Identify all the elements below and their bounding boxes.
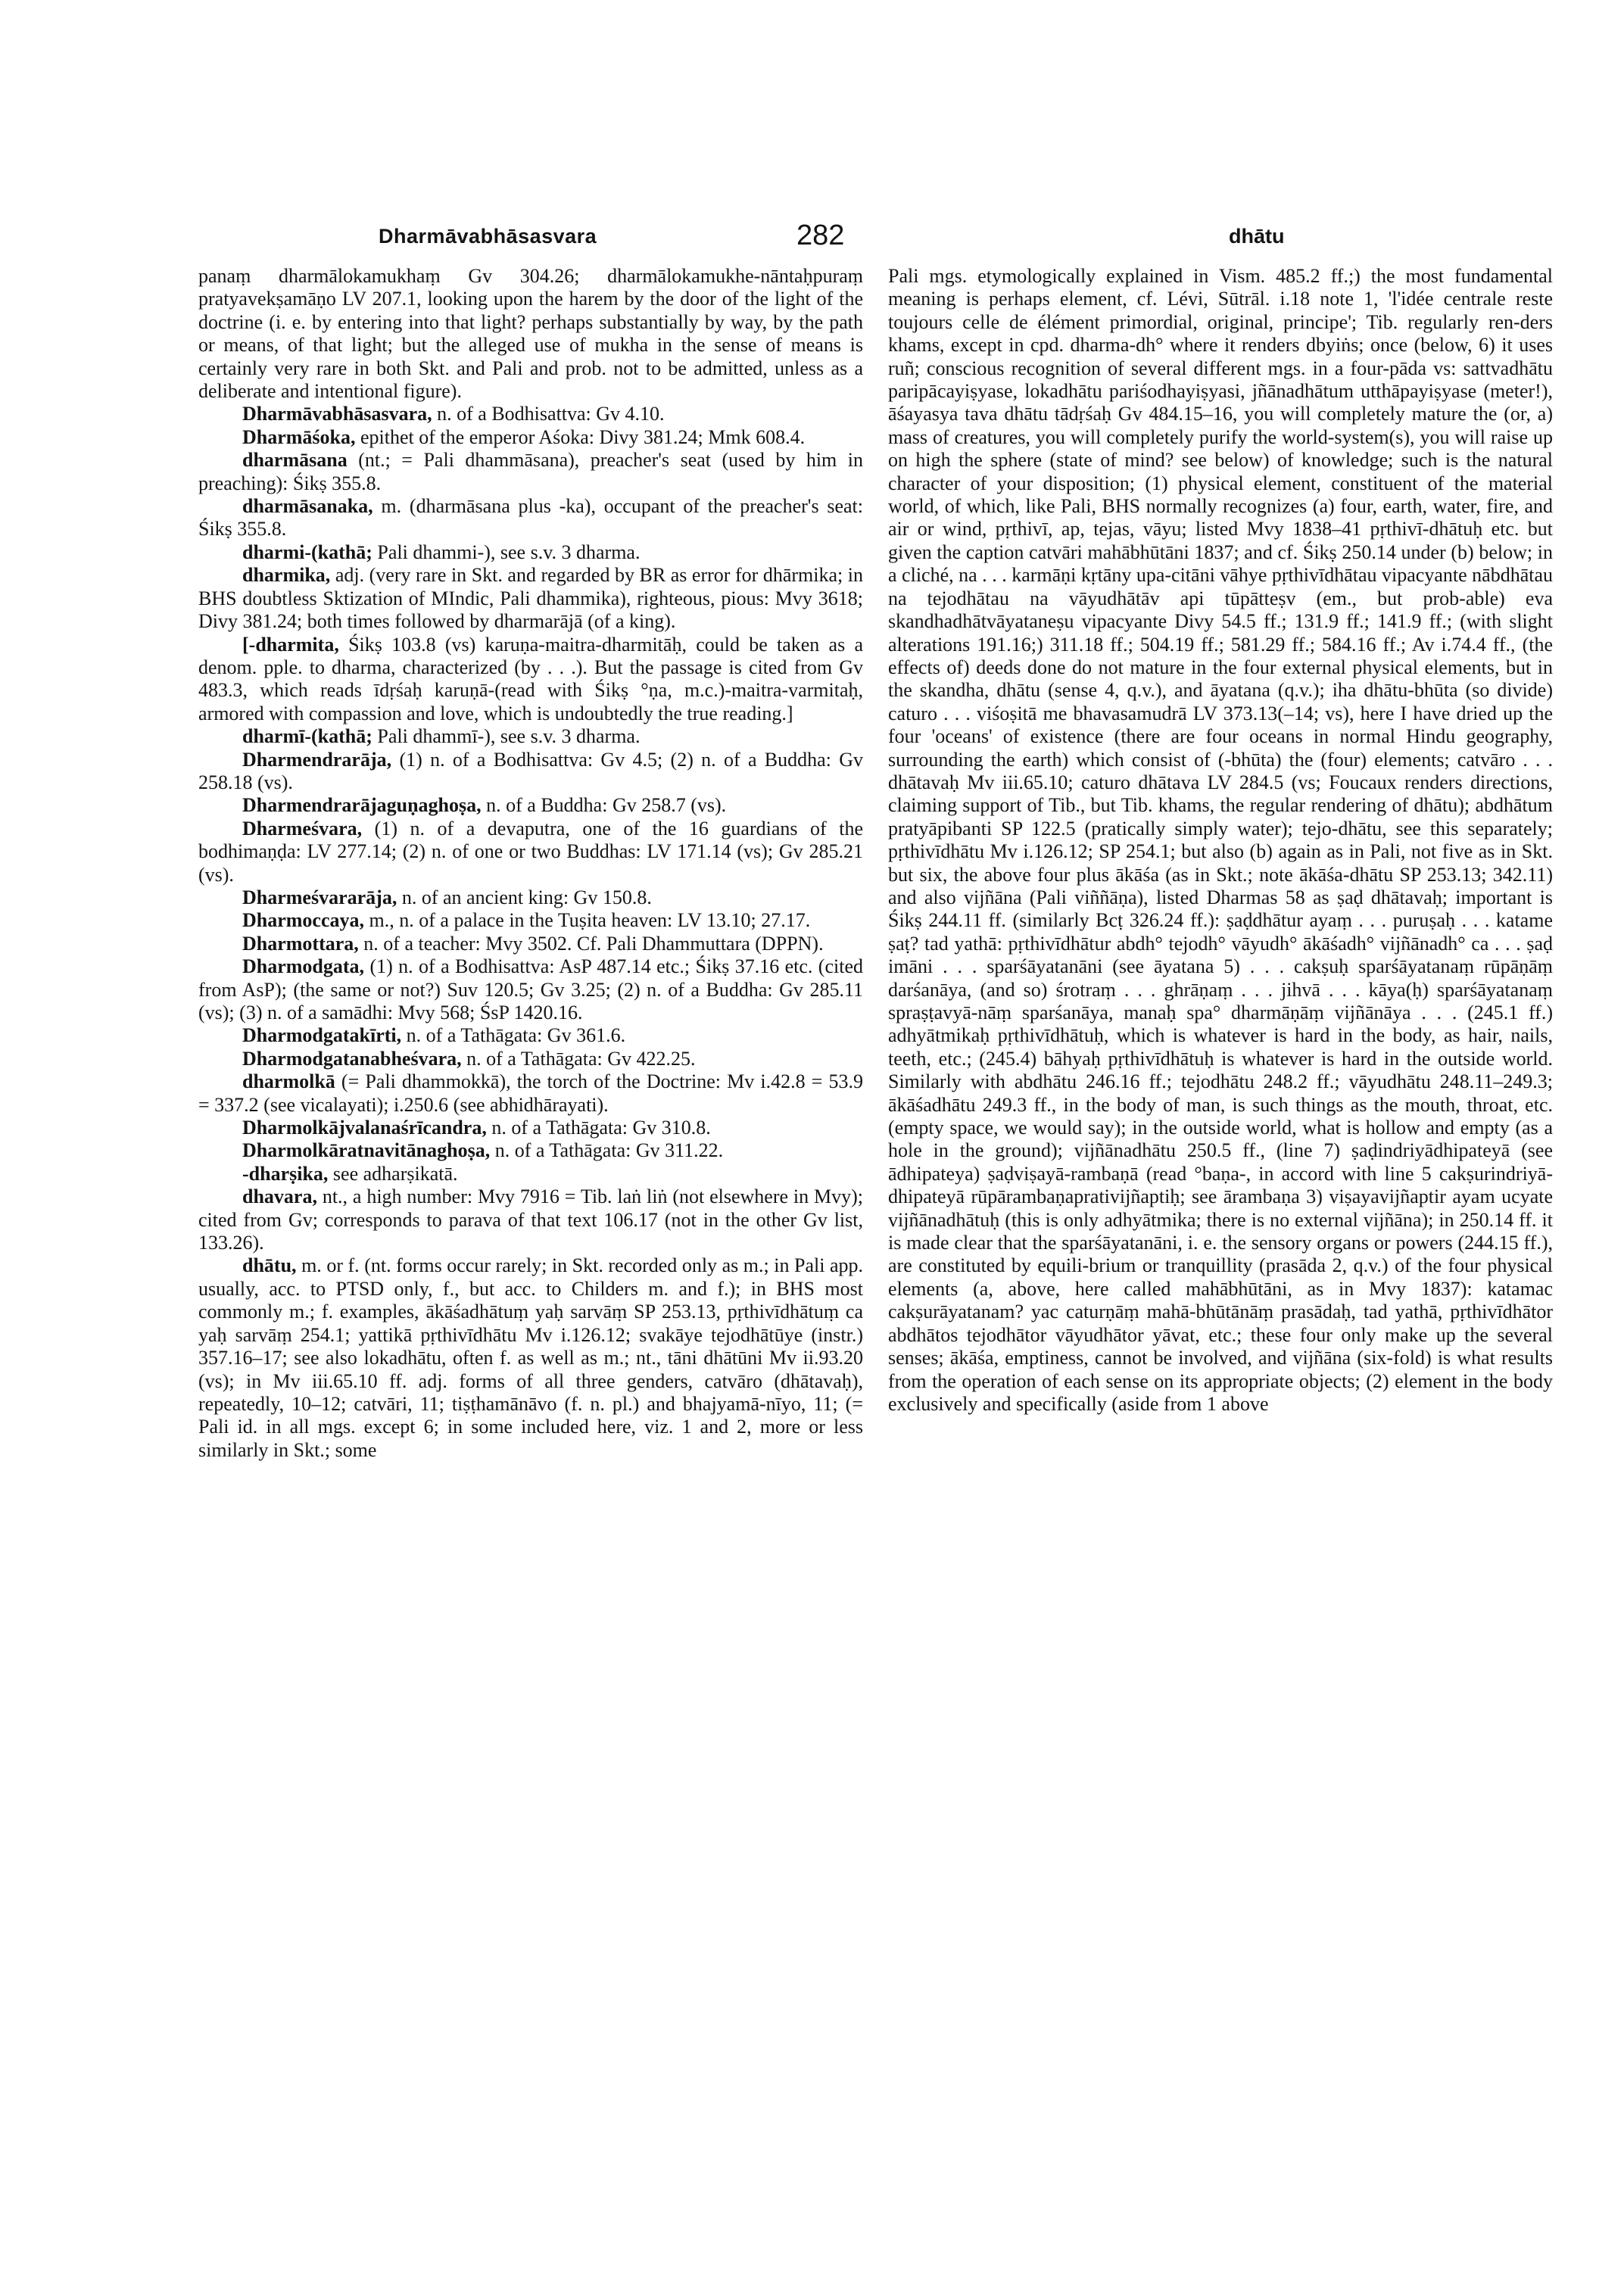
dictionary-entry (198, 725, 863, 748)
entry-text: (1) n. of a Bodhisattva: Gv 4.5; (2) n. of a Buddha: Gv 258.18 (vs). (198, 748, 863, 793)
entry-text: see adharṣikatā. (328, 1162, 458, 1185)
entry-text: (1) n. of a devaputra, one of the 16 guardians of the bodhimaṇḍa: LV 277.14; (2) n. of one or two Buddhas: LV 171.14 (vs); Gv 285.21 (vs). (198, 817, 863, 886)
dictionary-entry (198, 818, 863, 886)
page-number: 282 (796, 220, 845, 251)
dictionary-entry (198, 955, 863, 1024)
entry-headword: Dharmeśvararāja, (242, 886, 397, 908)
entry-continuation (888, 265, 1553, 1416)
entry-text: adj. (very rare in Skt. and regarded by BR as error for dhārmika; in BHS doubtless Sktization of MIndic, Pali dhammika), righteous, pious: Mvy 3618; Divy 381.24; both times followed by dharmarājā (of a king). (198, 564, 863, 633)
dictionary-entry (198, 449, 863, 495)
entry-text: (1) n. of a Bodhisattva: AsP 487.14 etc.; Śikṣ 37.16 etc. (cited from AsP); (the same or not?) Suv 120.5; Gv 3.25; (2) n. of a Buddha: Gv 285.11 (vs); (3) n. of a samādhi: Mvy 568; ŚsP 1420.16. (198, 955, 863, 1023)
dictionary-entry (198, 634, 863, 726)
entry-headword: dharmī-(kathā; (242, 725, 372, 748)
dictionary-entry (198, 1139, 863, 1162)
entry-text: m. (dharmāsana plus -ka), occupant of the preacher's seat: Śikṣ 355.8. (198, 495, 863, 541)
dictionary-entry (198, 1163, 863, 1185)
entry-text: n. of a teacher: Mvy 3502. Cf. Pali Dhammuttara (DPPN). (358, 932, 824, 955)
entry-headword: Dharmeśvara, (242, 817, 363, 840)
entry-text: panaṃ dharmālokamukhaṃ Gv 304.26; dharmālokamukhe-nāntaḥpuraṃ pratyavekṣamāṇo LV 207.1, looking upon the harem by the door of the light of the doctrine (i. e. by entering into that light? perhaps substantially by way, by the path or means, of that light; but the alleged use of mukha in the sense of means is certainly very rare in both Skt. and Pali and prob. not to be admitted, unless as a deliberate and intentional figure). (198, 265, 863, 403)
dictionary-entry (198, 1254, 863, 1462)
dictionary-entry (198, 1024, 863, 1047)
entry-text: n. of a Buddha: Gv 258.7 (vs). (481, 794, 727, 817)
entry-text: n. of a Tathāgata: Gv 311.22. (490, 1139, 724, 1162)
left-guide-word: Dharmāvabhāsasvara (379, 225, 597, 248)
entry-text: m. or f. (nt. forms occur rarely; in Skt. recorded only as m.; in Pali app. usually, acc. to PTSD only, f., but acc. to Childers m. and f.); in BHS most commonly m.; f. examples, ākāśadhātuṃ yaḥ sarvāṃ SP 253.13, pṛthivīdhātuṃ ca yaḥ sarvāṃ 254.1; yattikā pṛthivīdhātu Mv i.126.12; svakāye tejodhātūye (instr.) 357.16–17; see also lokadhātu, often f. as well as m.; nt., tāni dhātūni Mv ii.93.20 (vs); in Mv iii.65.10 ff. adj. forms of all three genders, catvāro (dhātavaḥ), repeatedly, 10–12; catvāri, 11; tiṣṭhamānāvo (f. n. pl.) and bhajyamā-nīyo, 11; (= Pali id. in all mgs. except 6; in some included here, viz. 1 and 2, more or less similarly in Skt.; some (198, 1254, 863, 1461)
entry-headword: Dharmendrarāja, (242, 748, 392, 771)
right-guide-word: dhātu (1229, 225, 1285, 248)
entry-text: n. of a Tathāgata: Gv 422.25. (461, 1047, 696, 1070)
left-column (198, 265, 863, 2203)
entry-headword: Dharmodgatanabheśvara, (242, 1047, 462, 1070)
dictionary-entry (198, 1185, 863, 1254)
entry-headword: dharmolkā (242, 1070, 335, 1093)
entry-headword: Dharmodgata, (242, 955, 365, 978)
dictionary-entry (198, 933, 863, 955)
entry-text: (nt.; = Pali dhammāsana), preacher's seat (used by him in preaching): Śikṣ 355.8. (198, 449, 863, 494)
entry-text: (= Pali dhammokkā), the torch of the Doctrine: Mv i.42.8 = 53.9 = 337.2 (see vicalayati); i.250.6 (see abhidhārayati). (198, 1070, 863, 1116)
entry-text: Pali dhammi-), see s.v. 3 dharma. (372, 541, 641, 563)
entry-headword: Dharmāśoka, (242, 425, 356, 448)
dictionary-entry (198, 541, 863, 564)
entry-headword: Dharmolkājvalanaśrīcandra, (242, 1117, 487, 1139)
entry-headword: [-dharmita, (242, 633, 339, 656)
entry-text: n. of an ancient king: Gv 150.8. (397, 886, 652, 908)
entry-text: m., n. of a palace in the Tuṣita heaven: LV 13.10; 27.17. (364, 909, 811, 932)
entry-text: n. of a Tathāgata: Gv 310.8. (486, 1117, 711, 1139)
entry-headword: Dharmendrarājaguṇaghoṣa, (242, 794, 482, 817)
dictionary-entry (198, 426, 863, 449)
entry-headword: Dharmodgatakīrti, (242, 1024, 402, 1047)
entry-headword: dharmi-(kathā; (242, 541, 372, 563)
dictionary-entry (198, 794, 863, 817)
entry-text: Pali mgs. etymologically explained in Vism. 485.2 ff.;) the most fundamental meaning is perhaps element, cf. Lévi, Sūtrāl. i.18 note 1, 'l'idée centrale reste toujours celle de élément primordial, original, principe'; Tib. regularly ren-ders khams, except in cpd. dharma-dh° where it renders dbyiṅs; once (below, 6) it uses ruñ; conscious recognition of several different mgs. in a four-pāda vs: sattvadhātu paripācayiṣyase, lokadhātu pariśodhayiṣyasi, jñānadhātum utthāpayiṣyase (meter!), āśayasya tava dhātu tādṛśaḥ Gv 484.15–16, you will completely mature the (or, a) mass of creatures, you will completely purify the world-system(s), you will raise up on high the sphere (state of mind? see below) of knowledge; such is the natural character of your disposition; (1) physical element, constituent of the material world, of which, like Pali, BHS normally recognizes (a) four, earth, water, fire, and air or wind, pṛthivī, ap, tejas, vāyu; listed Mvy 1838–41 pṛthivī-dhātuḥ etc. but given the caption catvāri mahābhūtāni 1837; and cf. Śikṣ 250.14 under (b) below; in a cliché, na . . . karmāṇi kṛtāny upa-citāni vāhye pṛthivīdhātau vipacyante nābdhātau na tejodhātau na vāyudhātāv api tūpātteṣv (em., but prob-able) eva skandhadhātvāyataneṣu vipacyante Divy 54.5 ff.; 131.9 ff.; 141.9 ff.; (with slight alterations 191.16;) 311.18 ff.; 504.19 ff.; 581.29 ff.; 584.16 ff.; Av i.74.4 ff., (the effects of) deeds done do not mature in the four external physical elements, but in the skandha, dhātu (sense 4, q.v.), and āyatana (q.v.); iha dhātu-bhūta (so divide) caturo . . . viśoṣitā me bhavasamudrā LV 373.13(–14; vs), here I have dried up the four 'oceans' of existence (there are four oceans in normal Hindu geography, surrounding the earth) which consist of (-bhūta) the (four) elements; catvāro . . . dhātavaḥ Mv iii.65.10; caturo dhātava LV 284.5 (vs; Foucaux renders directions, claiming support of Tib., but Tib. khams, the regular rendering of dhātu); abdhātum pratyāpibanti SP 122.5 (pratically simply water); tejo-dhātu, see this separately; pṛthivīdhātu Mv i.126.12; SP 254.1; but also (b) again as in Pali, not five as in Skt. but six, the above four plus ākāśa (as in Skt.; note ākāśa-dhātu SP 253.13; 342.11) and also vijñāna (Pali viññāṇa), listed Dharmas 58 as ṣaḍ dhātavaḥ; important is Śikṣ 244.11 ff. (similarly Bcṭ 326.24 ff.): ṣaḍdhātur ayaṃ . . . puruṣaḥ . . . katame ṣaṭ? tad yathā: pṛthivīdhātur abdh° tejodh° vāyudh° ākāśadh° vijñānadh° ca . . . ṣaḍ imāni . . . sparśāyatanāni (see āyatana 5) . . . cakṣuḥ sparśāyatanaṃ rūpāṇāṃ darśanāya, (and so) śrotraṃ . . . ghrāṇaṃ . . . jihvā . . . kāya(ḥ) sparśāyatanaṃ spraṣṭavyā-nāṃ sparśanāya, manaḥ spa° dharmāṇāṃ vijñānāya . . . (245.1 ff.) adhyātmikaḥ pṛthivīdhātuḥ, which is whatever is hard in the body, as hair, nails, teeth, etc.; (245.4) bāhyaḥ pṛthivīdhātuḥ is whatever is hard in the outside world. Similarly with abdhātu 246.16 ff.; tejodhātu 248.2 ff.; vāyudhātu 248.11–249.3; ākāśadhātu 249.3 ff., in the body of man, is such things as the mouth, throat, etc. (empty space, we would say); in the outside world, what is hollow and empty (as a hole in the ground); vijñānadhātu 250.5 ff., (line 7) ṣaḍindriyādhipateyā (see ādhipateya) ṣaḍviṣayā-rambaṇā (read °baṇa-, in accord with line 5 cakṣurindriyā-dhipateyā rūpārambaṇaprativijñaptiḥ; see ārambaṇa 3) viṣayavijñaptir ayam ucyate vijñānadhātuḥ (this is only adhyātmika; there is no external vijñāna); in 250.14 ff. it is made clear that the sparśāyatanāni, i. e. the sensory organs or powers (244.15 ff.), are constituted by equili-brium or tranquillity (prasāda 2, q.v.) of the four physical elements (a, above, here called mahābhūtāni, as in Mvy 1837): katamac cakṣurāyatanam? yac caturṇāṃ mahā-bhūtānāṃ prasādaḥ, tad yathā, pṛthivīdhātor abdhātos tejodhātor vāyudhātor yāvat, etc.; these four only make up the several senses; ākāśa, emptiness, cannot be involved, and vijñāna (six-fold) is what results from the operation of each sense on its appropriate objects; (2) element in the body exclusively and specifically (aside from 1 above (888, 265, 1553, 1415)
dictionary-entry (198, 886, 863, 909)
entry-text: Śikṣ 103.8 (vs) karuṇa-maitra-dharmitāḥ, could be taken as a denom. pple. to dharma, characterized (by . . .). But the passage is cited from Gv 483.3, which reads īdṛśaḥ karuṇā-(read with Śikṣ °ṇa, m.c.)-maitra-varmitaḥ, armored with compassion and love, which is undoubtedly the true reading.] (198, 633, 863, 724)
dictionary-entry (198, 495, 863, 541)
entry-headword: dhavara, (242, 1185, 317, 1208)
entry-text: Pali dhammī-), see s.v. 3 dharma. (372, 725, 641, 748)
dictionary-entry (198, 749, 863, 795)
dictionary-entry (198, 403, 863, 425)
entry-headword: dharmika, (242, 564, 331, 587)
entry-text: n. of a Tathāgata: Gv 361.6. (401, 1024, 626, 1047)
entry-headword: Dharmoccaya, (242, 909, 365, 932)
entry-text: n. of a Bodhisattva: Gv 4.10. (432, 403, 665, 425)
dictionary-entry (198, 1117, 863, 1139)
entry-headword: dharmāsanaka, (242, 495, 373, 518)
dictionary-entry (198, 909, 863, 932)
entry-continuation (198, 265, 863, 403)
entry-text: nt., a high number: Mvy 7916 = Tib. laṅ liṅ (not elsewhere in Mvy); cited from Gv; corresponds to parava of that text 106.17 (not in the other Gv list, 133.26). (198, 1185, 863, 1254)
dictionary-entry (198, 1048, 863, 1070)
entry-text: epithet of the emperor Aśoka: Divy 381.24; Mmk 608.4. (355, 425, 806, 448)
entry-headword: Dharmolkāratnavitānaghoṣa, (242, 1139, 491, 1162)
entry-headword: dhātu, (242, 1254, 297, 1277)
dictionary-entry (198, 1070, 863, 1117)
entry-headword: -dharṣika, (242, 1162, 329, 1185)
entry-headword: dharmāsana (242, 449, 348, 472)
entry-headword: Dharmottara, (242, 932, 359, 955)
entry-headword: Dharmāvabhāsasvara, (242, 403, 432, 425)
right-column (888, 265, 1553, 2203)
dictionary-entry (198, 564, 863, 633)
